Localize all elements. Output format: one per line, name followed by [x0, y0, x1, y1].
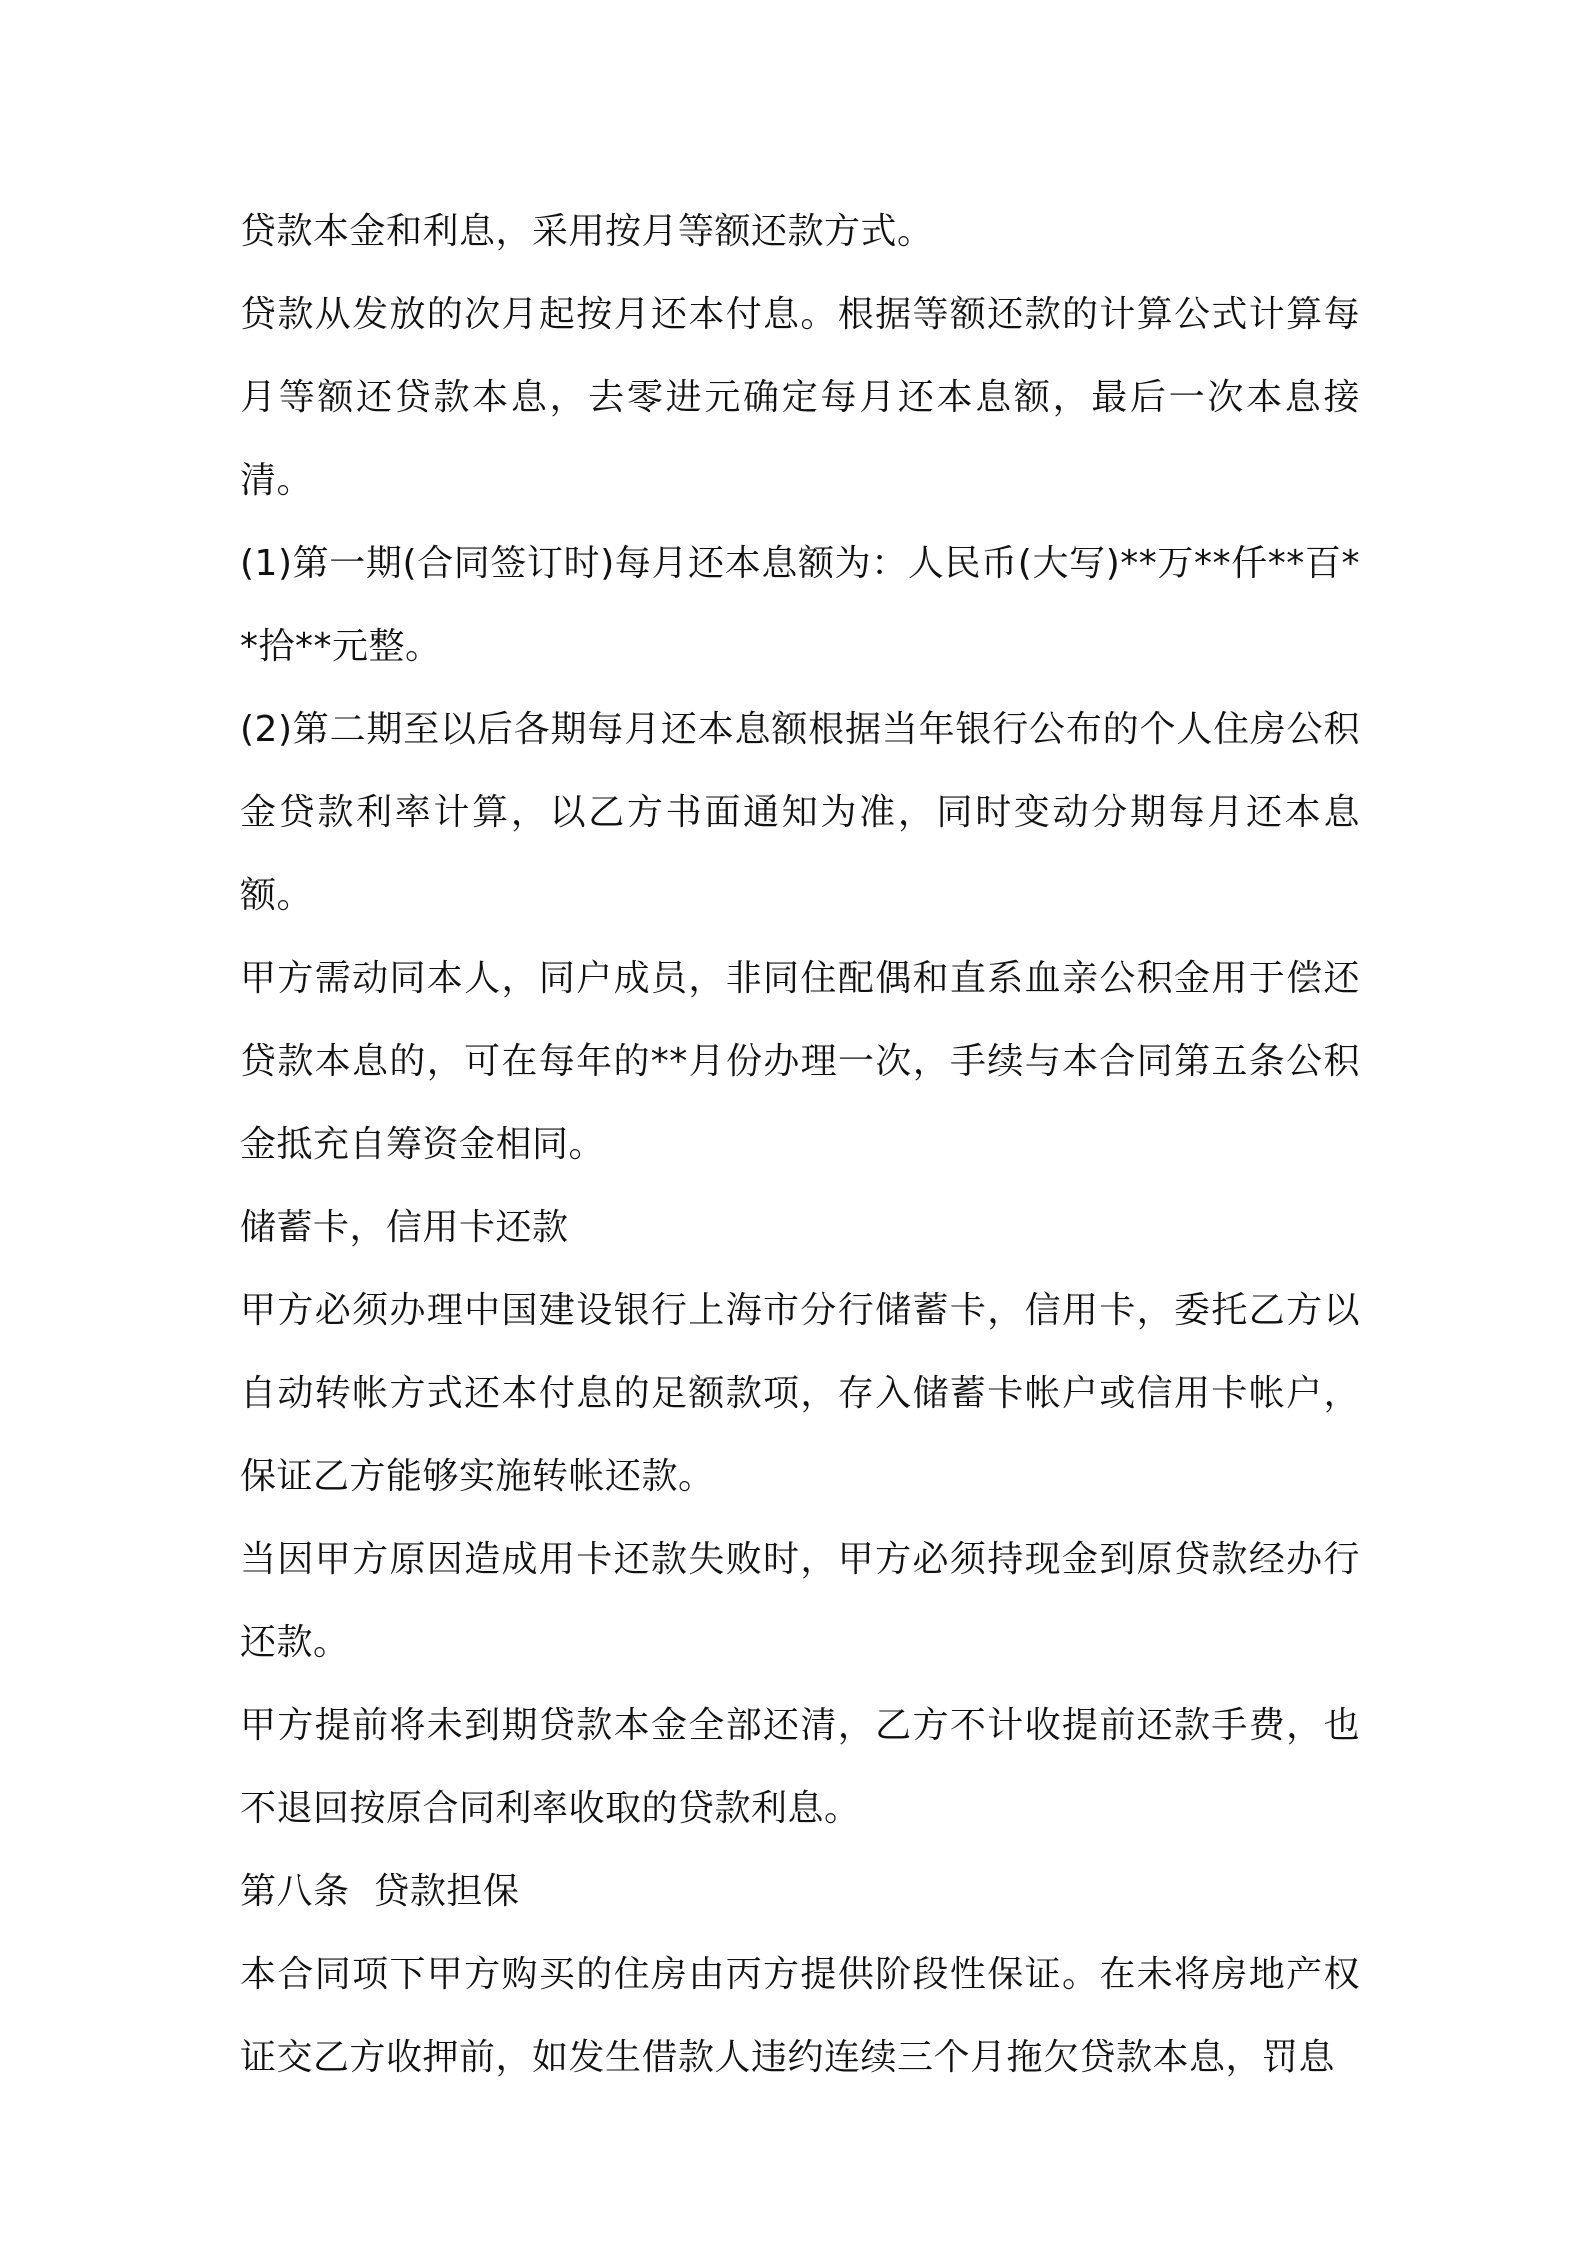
paragraph-card-failure: 当因甲方原因造成用卡还款失败时，甲方必须持现金到原贷款经办行还款。 [240, 1539, 1360, 1663]
heading-article-eight: 第八条 贷款担保 [240, 1871, 520, 1912]
paragraph-second-period: (2)第二期至以后各期每月还本息额根据当年银行公布的个人住房公积金贷款利率计算，以乙方书面通知为准，同时变动分期每月还本息额。 [240, 709, 1360, 916]
paragraph-guarantee: 本合同项下甲方购买的住房由丙方提供阶段性保证。在未将房地产权证交乙方收押前，如发生借款人违约连续三个月拖欠贷款本息，罚息 [240, 1954, 1360, 2078]
paragraph-card-account: 甲方必须办理中国建设银行上海市分行储蓄卡，信用卡，委托乙方以自动转帐方式还本付息的足额款项，存入储蓄卡帐户或信用卡帐户，保证乙方能够实施转帐还款。 [240, 1290, 1360, 1497]
paragraph-provident-fund: 甲方需动同本人，同户成员，非同住配偶和直系血亲公积金用于偿还贷款本息的，可在每年的**月份办理一次，手续与本合同第五条公积金抵充自筹资金相同。 [240, 958, 1360, 1165]
paragraph-monthly-repayment: 贷款从发放的次月起按月还本付息。根据等额还款的计算公式计算每月等额还贷款本息，去零进元确定每月还本息额，最后一次本息接清。 [240, 294, 1360, 501]
document-page [240, 190, 1360, 2099]
heading-card-repayment: 储蓄卡，信用卡还款 [240, 1207, 569, 1248]
paragraph-repayment-method: 贷款本金和利息，采用按月等额还款方式。 [240, 211, 934, 252]
paragraph-early-repayment: 甲方提前将未到期贷款本金全部还清，乙方不计收提前还款手费，也不退回按原合同利率收取的贷款利息。 [240, 1705, 1360, 1829]
paragraph-first-period: (1)第一期(合同签订时)每月还本息额为：人民币(大写)**万**仟**百**拾**元整。 [240, 543, 1360, 667]
